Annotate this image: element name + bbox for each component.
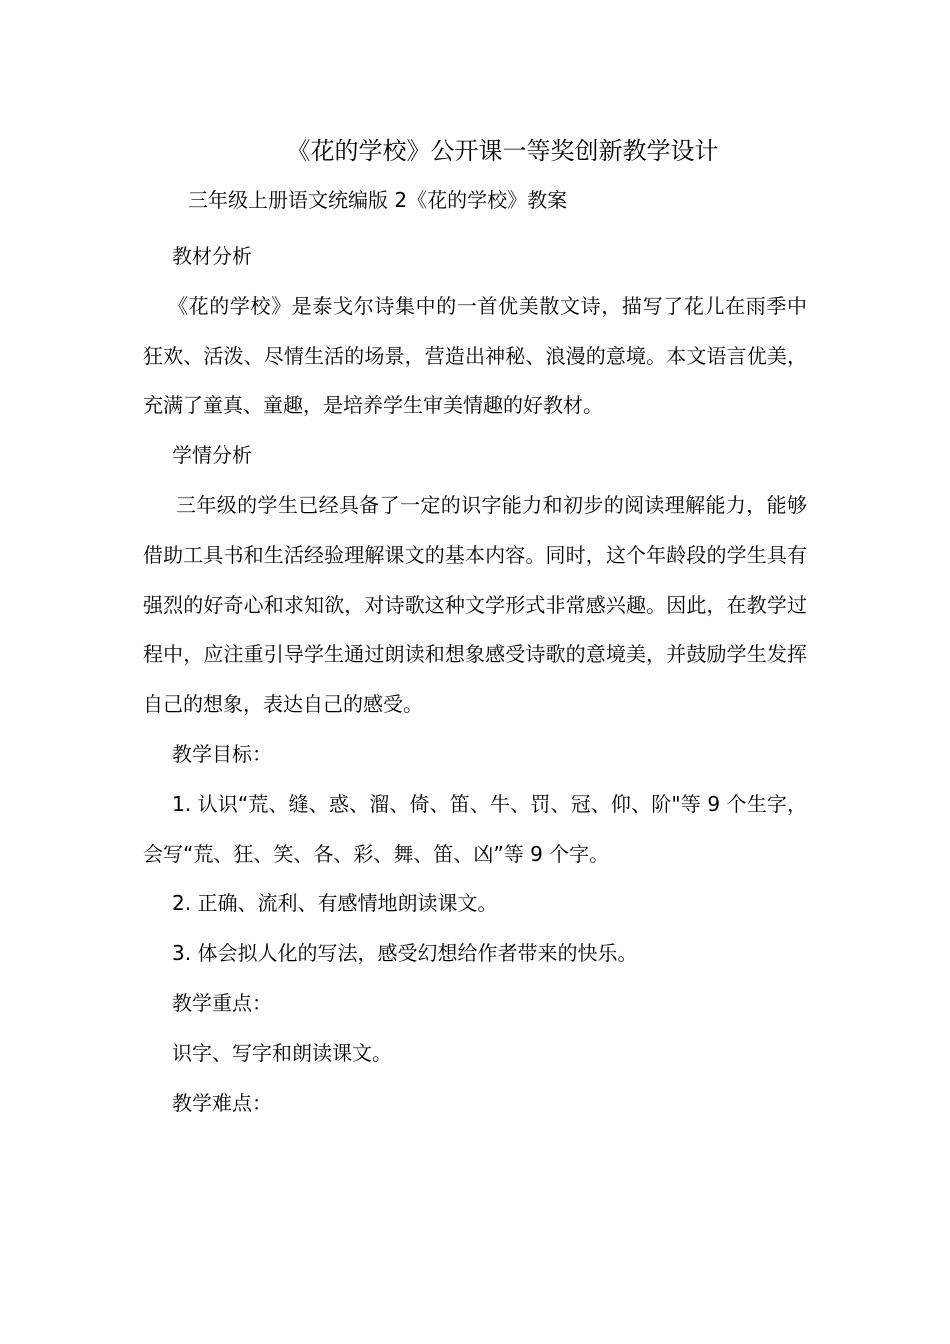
goal-item-2: 2. 正确、流利、有感情地朗读课文。 bbox=[172, 891, 498, 916]
section-heading-student: 学情分析 bbox=[172, 443, 252, 468]
paragraph-student: 三年级的学生已经具备了一定的识字能力和初步的阅读理解能力，能够借助工具书和生活经验理解课文的基本内容。同时，这个年龄段的学生具有强烈的好奇心和求知欲，对诗歌这种文学形式非常感兴趣。因此，在教学过程中，应注重引导学生通过朗读和想象感受诗歌的意境美，并鼓励学生发挥自己的想象，表达自己的感受。 bbox=[143, 492, 807, 717]
paragraph-key: 识字、写字和朗读课文。 bbox=[172, 1040, 392, 1065]
goal-item-1: 1. 认识“荒、缝、惑、溜、倚、笛、牛、罚、冠、仰、阶"等 9 个生字，会写“荒、狂、笑、各、彩、舞、笛、凶”等 9 个字。 bbox=[143, 791, 807, 866]
section-heading-goals: 教学目标： bbox=[172, 741, 272, 766]
section-heading-difficulty: 教学难点： bbox=[172, 1090, 272, 1115]
document-subtitle: 三年级上册语文统编版 2《花的学校》教案 bbox=[188, 188, 568, 212]
paragraph-material: 《花的学校》是泰戈尔诗集中的一首优美散文诗，描写了花儿在雨季中狂欢、活泼、尽情生活的场景，营造出神秘、浪漫的意境。本文语言优美，充满了童真、童趣，是培养学生审美情趣的好教材。 bbox=[143, 293, 807, 418]
document-title: 《花的学校》公开课一等奖创新教学设计 bbox=[286, 137, 719, 165]
section-heading-material: 教材分析 bbox=[172, 244, 252, 268]
goal-item-3: 3. 体会拟人化的写法，感受幻想给作者带来的快乐。 bbox=[172, 941, 638, 966]
document-body bbox=[143, 232, 807, 1128]
section-heading-key: 教学重点： bbox=[172, 990, 272, 1015]
